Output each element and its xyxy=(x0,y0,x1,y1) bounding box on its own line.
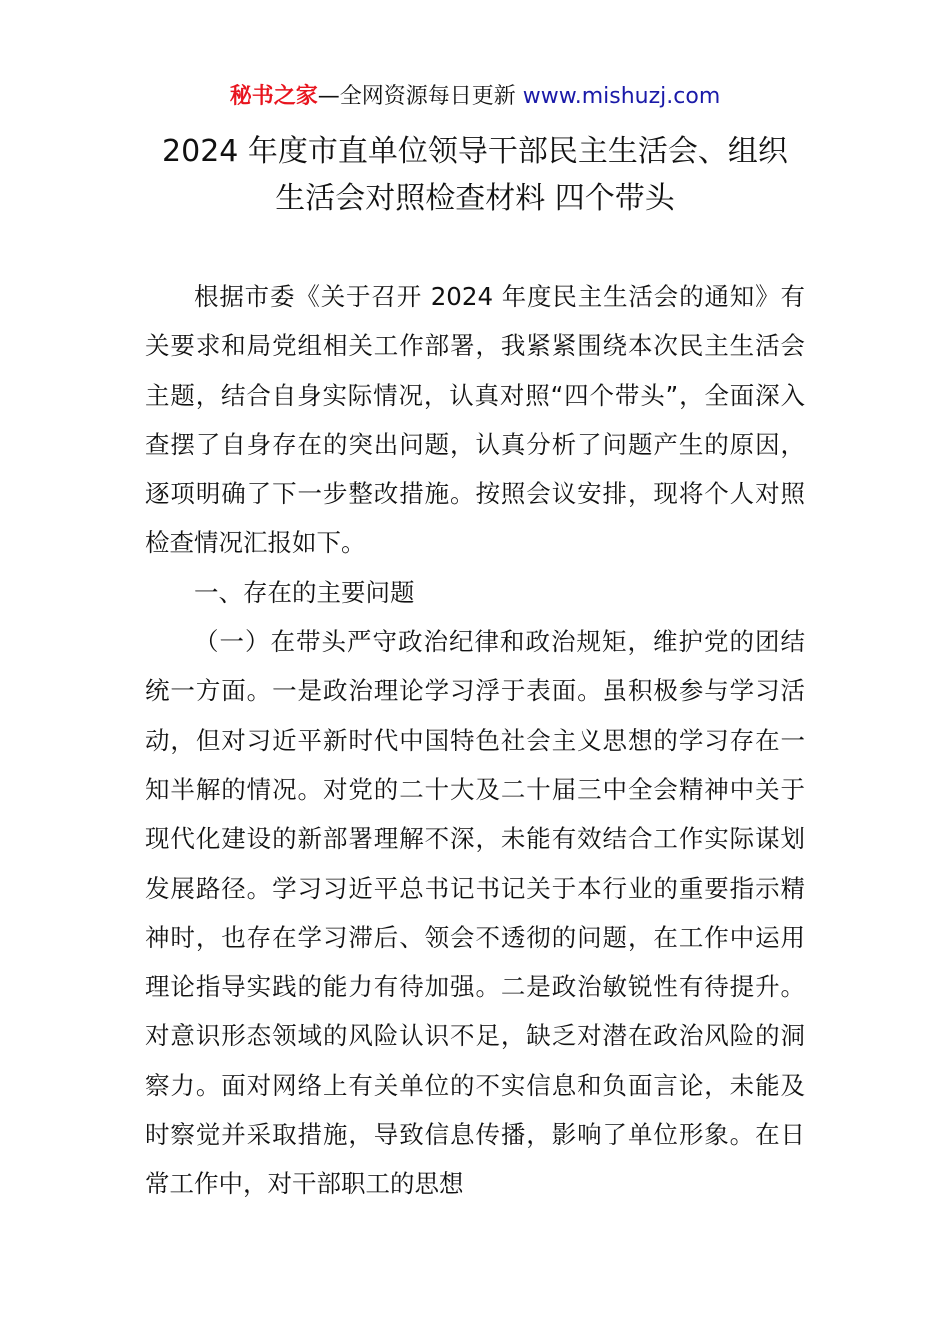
site-header xyxy=(0,82,950,112)
document-body xyxy=(145,272,805,1209)
title-line-2: 生活会对照检查材料 四个带头 xyxy=(275,181,675,216)
intro-paragraph: 根据市委《关于召开 2024 年度民主生活会的通知》有关要求和局党组相关工作部署，我紧紧围绕本次民主生活会主题，结合自身实际情况，认真对照“四个带头”，全面深入查摆了自身存在的突出问题，认真分析了问题产生的原因，逐项明确了下一步整改措施。按照会议安排，现将个人对照检查情况汇报如下。 xyxy=(145,282,805,558)
section-heading: 一、存在的主要问题 xyxy=(194,577,415,607)
document-title xyxy=(60,128,890,222)
section-paragraph: （一）在带头严守政治纪律和政治规矩，维护党的团结统一方面。一是政治理论学习浮于表面。虽积极参与学习活动，但对习近平新时代中国特色社会主义思想的学习存在一知半解的情况。对党的二十大及二十届三中全会精神中关于现代化建设的新部署理解不深，未能有效结合工作实际谋划发展路径。学习习近平总书记书记关于本行业的重要指示精神时，也存在学习滞后、领会不透彻的问题，在工作中运用理论指导实践的能力有待加强。二是政治敏锐性有待提升。对意识形态领域的风险认识不足，缺乏对潜在政治风险的洞察力。面对网络上有关单位的不实信息和负面言论，未能及时察觉并采取措施，导致信息传播，影响了单位形象。在日常工作中，对干部职工的思想 xyxy=(145,627,805,1199)
brand-name: 秘书之家 xyxy=(229,84,318,109)
site-url[interactable]: www.mishuzj.com xyxy=(515,84,721,109)
title-line-1: 2024 年度市直单位领导干部民主生活会、组织 xyxy=(162,134,788,169)
header-slogan: —全网资源每日更新 xyxy=(317,84,516,109)
